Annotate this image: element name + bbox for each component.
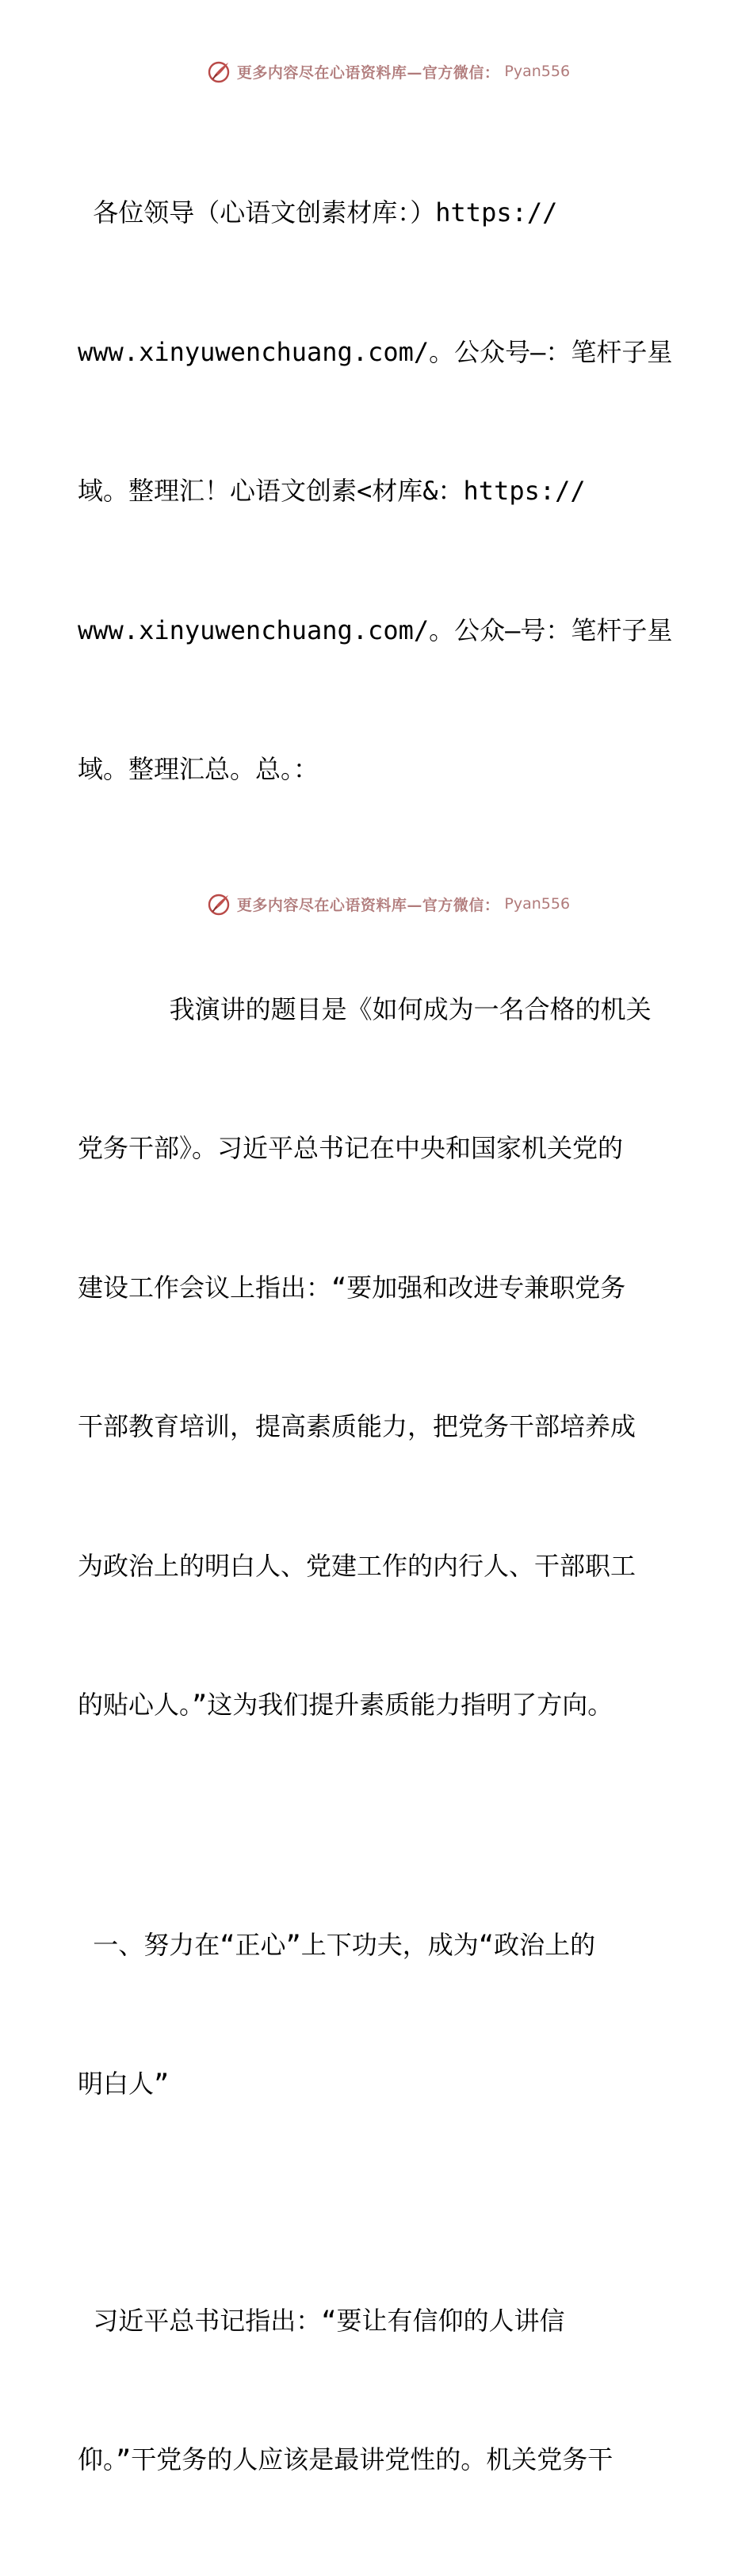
text-line: 习近平总书记指出：“要让有信仰的人讲信 <box>78 2305 565 2336</box>
text-line: 域。整理汇总。总。： <box>78 754 319 784</box>
footer-banner-text: 更多内容尽在心语资料库—官方微信： <box>236 896 500 914</box>
footer-banner <box>0 890 753 918</box>
text-line: 仰。”干党务的人应该是最讲党性的。机关党务干 <box>78 2444 613 2475</box>
text-line: 建设工作会议上指出：“要加强和改进专兼职党务 <box>78 1272 626 1303</box>
text-line: 为政治上的明白人、党建工作的内行人、干部职工 <box>78 1550 636 1581</box>
text-line: 的贴心人。”这为我们提升素质能力指明了方向。 <box>78 1690 613 1720</box>
footer-banner-inner <box>207 891 570 917</box>
text-line: www.xinyuwenchuang.com/。公众—号：笔杆子星 <box>78 614 673 645</box>
text-line: 我演讲的题目是《如何成为一名合格的机关 <box>78 993 652 1024</box>
quill-logo-icon <box>207 891 232 917</box>
header-banner-inner <box>207 59 570 84</box>
text-line: 明白人” <box>78 2069 170 2099</box>
header-banner-text: 更多内容尽在心语资料库—官方微信： <box>236 63 500 82</box>
intro-paragraph <box>78 97 680 886</box>
text-line: 域。整理汇！心语文创素<材库&：https:// <box>78 476 586 506</box>
quote-paragraph <box>78 2205 680 2576</box>
text-line: 各位领导（心语文创素材库：）https:// <box>78 197 558 228</box>
document-body <box>78 97 680 2576</box>
text-line: 干部教育培训，提高素质能力，把党务干部培养成 <box>78 1411 636 1441</box>
footer-wechat-id: Pyan556 <box>504 895 571 913</box>
header-wechat-id: Pyan556 <box>504 63 571 80</box>
header-banner <box>0 57 753 86</box>
speech-paragraph <box>78 894 680 1821</box>
section-heading <box>78 1829 680 2200</box>
text-line: 一、努力在“正心”上下功夫，成为“政治上的 <box>78 1929 596 1960</box>
text-line: 党务干部》。习近平总书记在中央和国家机关党的 <box>78 1133 624 1163</box>
quill-logo-icon <box>207 59 232 84</box>
text-line: www.xinyuwenchuang.com/。公众号—：笔杆子星 <box>78 336 673 367</box>
